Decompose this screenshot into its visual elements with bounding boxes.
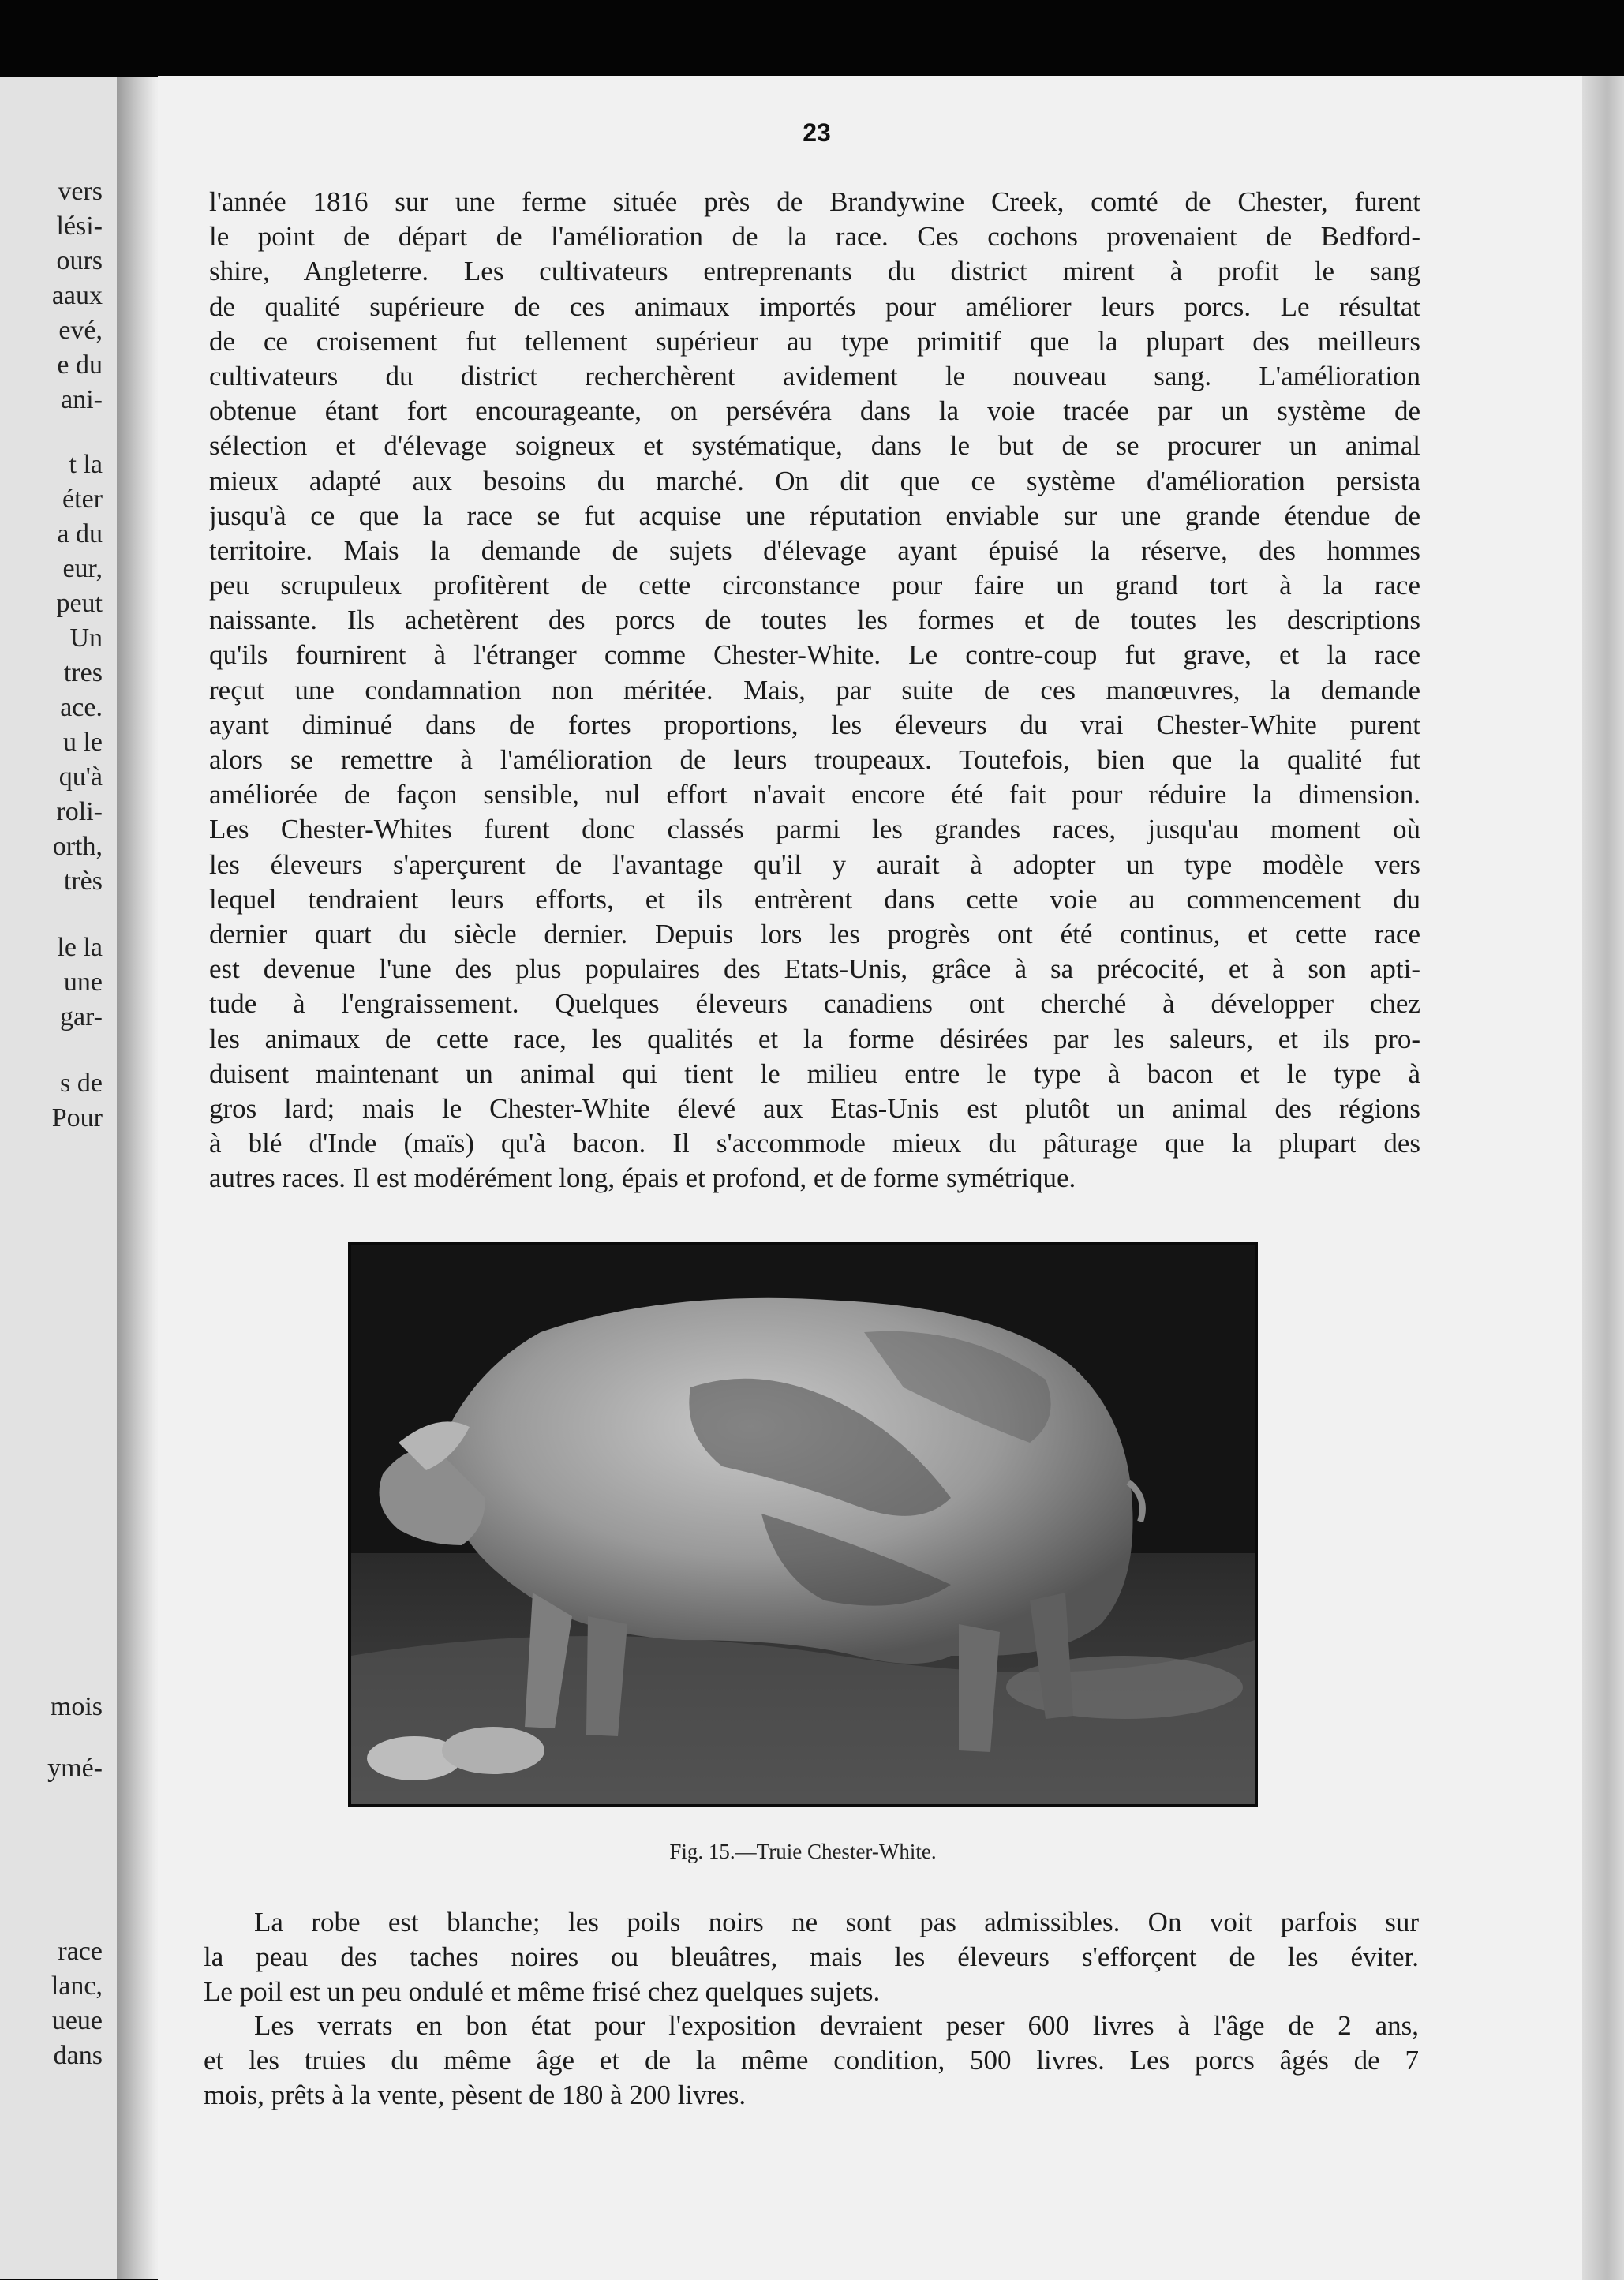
- left-page-fragment: gar-: [59, 1002, 103, 1031]
- left-page-fragment: lési-: [56, 212, 103, 241]
- left-page-fragment: dans: [53, 2041, 103, 2070]
- text-line: tude à l'engraissement. Quelques éleveurs canadiens ont cherché à développer chez: [209, 988, 1420, 1020]
- left-page-fragment: peut: [56, 589, 103, 618]
- main-paragraph: [209, 185, 1420, 1196]
- chester-white-sow-photo: [351, 1245, 1255, 1804]
- text-line: qu'ils fournirent à l'étranger comme Chester-White. Le contre-coup fut grave, et la race: [209, 639, 1420, 671]
- left-page-fragment: Pour: [51, 1103, 103, 1133]
- paragraph-robe: [204, 1905, 1419, 2010]
- text-line: dernier quart du siècle dernier. Depuis lors les progrès ont été continus, et cette race: [209, 918, 1420, 949]
- left-page-fragment: eur,: [62, 554, 103, 583]
- left-page-fragment: u le: [62, 728, 103, 757]
- left-page-fragment: a du: [57, 519, 103, 548]
- text-line: autres races. Il est modérément long, épais et profond, et de forme symétrique.: [209, 1162, 1076, 1194]
- text-line: jusqu'à ce que la race se fut acquise une réputation enviable sur une grande étendue de: [209, 500, 1420, 531]
- figure-photo: [348, 1242, 1258, 1807]
- text-line: reçut une condamnation non méritée. Mais, par suite de ces manœuvres, la demande: [209, 674, 1420, 706]
- text-line: à blé d'Inde (maïs) qu'à bacon. Il s'accommode mieux du pâturage que la plupart des: [209, 1128, 1420, 1159]
- text-line: mieux adapté aux besoins du marché. On dit que ce système d'amélioration persista: [209, 465, 1420, 496]
- left-page-fragment: lanc,: [51, 1971, 103, 2001]
- left-page-fragment: ace.: [60, 693, 103, 722]
- left-page-fragment: ueue: [51, 2006, 103, 2035]
- left-page-fragment: qu'à: [58, 762, 103, 792]
- left-page-fragment: e du: [57, 350, 103, 380]
- left-page-fragment: orth,: [52, 832, 103, 861]
- text-line: gros lard; mais le Chester-White élevé aux Etas-Unis est plutôt un animal des régions: [209, 1092, 1420, 1124]
- text-line: améliorée de façon sensible, nul effort n'avait encore été fait pour réduire la dimension.: [209, 779, 1420, 811]
- text-line: obtenue étant fort encourageante, on persévéra dans la voie tracée par un système de: [209, 395, 1420, 427]
- text-line: et les truies du même âge et de la même condition, 500 livres. Les porcs âgés de 7: [204, 2045, 1419, 2076]
- text-line: Le poil est un peu ondulé et même frisé chez quelques sujets.: [204, 1976, 881, 2008]
- left-page-fragment: tres: [63, 658, 103, 687]
- text-line: alors se remettre à l'amélioration de leurs troupeaux. Toutefois, bien que la qualité fut: [209, 744, 1420, 775]
- text-line: ayant diminué dans de fortes proportions, les éleveurs du vrai Chester-White purent: [209, 709, 1420, 740]
- left-page-fragment: ymé-: [47, 1754, 103, 1783]
- figure-caption: Fig. 15.—Truie Chester-White.: [669, 1840, 937, 1863]
- left-page-fragment: très: [63, 867, 103, 896]
- page-number: 23: [803, 118, 831, 147]
- text-line: Les verrats en bon état pour l'exposition devraient peser 600 livres à l'âge de 2 ans,: [254, 2010, 1419, 2041]
- text-line: de qualité supérieure de ces animaux importés pour améliorer leurs porcs. Le résultat: [209, 290, 1420, 322]
- text-line: le point de départ de l'amélioration de la race. Ces cochons provenaient de Bedford-: [209, 221, 1420, 253]
- left-page-fragment: race: [58, 1937, 103, 1966]
- text-line: les éleveurs s'aperçurent de l'avantage qu'il y aurait à adopter un type modèle vers: [209, 848, 1420, 880]
- text-line: est devenue l'une des plus populaires des Etats-Unis, grâce à sa précocité, et à son apti-: [209, 953, 1420, 985]
- left-page-fragment: éter: [62, 485, 103, 514]
- text-line: la peau des taches noires ou bleuâtres, mais les éleveurs s'efforçent de les éviter.: [204, 1941, 1419, 1973]
- left-page-fragment: ani-: [61, 385, 103, 414]
- text-line: cultivateurs du district recherchèrent avidement le nouveau sang. L'amélioration: [209, 360, 1420, 391]
- text-line: Les Chester-Whites furent donc classés parmi les grandes races, jusqu'au moment où: [209, 814, 1420, 845]
- text-line: sélection et d'élevage soigneux et systématique, dans le but de se procurer un animal: [209, 430, 1420, 462]
- text-line: shire, Angleterre. Les cultivateurs entreprenants du district mirent à profit le sang: [209, 256, 1420, 287]
- left-page-fragment: evé,: [58, 316, 103, 345]
- left-page-fragment: t la: [69, 450, 103, 479]
- left-page-fragment: une: [63, 968, 103, 997]
- left-page-fragment: aaux: [51, 281, 103, 310]
- left-page-fragment: mois: [50, 1692, 103, 1721]
- text-line: les animaux de cette race, les qualités et la forme désirées par les saleurs, et ils pro-: [209, 1023, 1420, 1054]
- left-page-fragment: vers: [58, 177, 103, 206]
- text-line: La robe est blanche; les poils noirs ne sont pas admissibles. On voit parfois sur: [254, 1907, 1419, 1937]
- adjacent-left-page: [0, 77, 126, 2279]
- left-page-fragment: ours: [56, 246, 103, 275]
- text-line: peu scrupuleux profitèrent de cette circonstance pour faire un grand tort à la race: [209, 570, 1420, 601]
- text-line: territoire. Mais la demande de sujets d'élevage ayant épuisé la réserve, des hommes: [209, 534, 1420, 566]
- text-line: lequel tendraient leurs efforts, et ils entrèrent dans cette voie au commencement du: [209, 883, 1420, 915]
- left-page-fragment: roli-: [56, 797, 103, 826]
- left-page-fragment: s de: [60, 1069, 103, 1098]
- left-page-fragment: Un: [69, 623, 103, 653]
- text-line: naissante. Ils achetèrent des porcs de toutes les formes et de toutes les descriptions: [209, 605, 1420, 636]
- text-line: de ce croisement fut tellement supérieur au type primitif que la plupart des meilleurs: [209, 325, 1420, 357]
- text-line: l'année 1816 sur une ferme située près de Brandywine Creek, comté de Chester, furent: [209, 186, 1420, 217]
- text-line: duisent maintenant un animal qui tient le milieu entre le type à bacon et le type à: [209, 1058, 1420, 1089]
- text-line: mois, prêts à la vente, pèsent de 180 à 200 livres.: [204, 2080, 747, 2111]
- page-edge: [1582, 76, 1624, 2280]
- left-page-fragment: le la: [57, 933, 103, 962]
- paragraph-poids: [204, 2009, 1419, 2113]
